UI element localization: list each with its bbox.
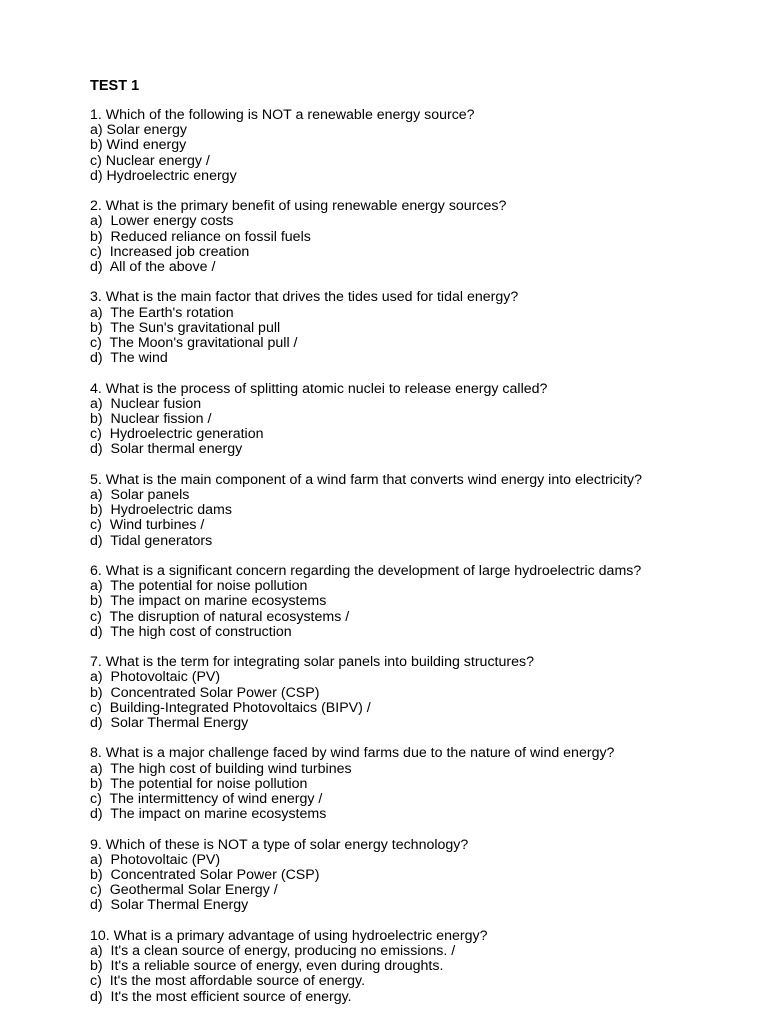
answer-option: b) Wind energy <box>90 137 187 154</box>
question-block <box>90 746 750 822</box>
answer-option: b) Hydroelectric dams <box>90 502 232 519</box>
question-block <box>90 655 750 731</box>
question-block <box>90 108 750 184</box>
answer-option: c) Building-Integrated Photovoltaics (BIPV) / <box>90 699 371 716</box>
answer-option: a) Photovoltaic (PV) <box>90 851 221 868</box>
question-text: 4. What is the process of splitting atomic nuclei to release energy called? <box>90 380 548 397</box>
answer-option: a) Lower energy costs <box>90 213 234 230</box>
question-text: 3. What is the main factor that drives the tides used for tidal energy? <box>90 289 519 306</box>
answer-option: c) The disruption of natural ecosystems / <box>90 608 350 625</box>
answer-option: c) Nuclear energy / <box>90 152 210 169</box>
answer-option: c) Wind turbines / <box>90 517 205 534</box>
answer-option: c) Increased job creation <box>90 243 250 260</box>
answer-option: d) Solar Thermal Energy <box>90 897 249 914</box>
question-block <box>90 838 750 914</box>
answer-option: a) The high cost of building wind turbines <box>90 760 352 777</box>
question-block <box>90 290 750 366</box>
page-title: TEST 1 <box>90 78 140 94</box>
answer-option: d) Tidal generators <box>90 532 213 549</box>
answer-option: d) The wind <box>90 350 168 367</box>
answer-option: b) Reduced reliance on fossil fuels <box>90 228 311 245</box>
question-text: 1. Which of the following is NOT a renewable energy source? <box>90 107 475 123</box>
answer-option: c) The Moon's gravitational pull / <box>90 335 298 352</box>
answer-option: a) The potential for noise pollution <box>90 578 308 595</box>
answer-option: c) The intermittency of wind energy / <box>90 791 323 808</box>
answer-option: a) It's a clean source of energy, producing no emissions. / <box>90 943 456 960</box>
question-text: 10. What is a primary advantage of using hydroelectric energy? <box>90 927 488 944</box>
answer-option: d) All of the above / <box>90 259 216 276</box>
answer-option: b) The impact on marine ecosystems <box>90 593 327 610</box>
answer-option: b) Nuclear fission / <box>90 411 212 428</box>
answer-option: c) It's the most affordable source of energy. <box>90 973 366 990</box>
answer-option: d) Solar thermal energy <box>90 441 243 458</box>
question-text: 9. Which of these is NOT a type of solar energy technology? <box>90 836 469 853</box>
answer-option: a) Photovoltaic (PV) <box>90 669 221 686</box>
question-block <box>90 382 750 458</box>
question-block <box>90 473 750 549</box>
answer-option: b) Concentrated Solar Power (CSP) <box>90 867 320 884</box>
answer-option: a) Solar energy <box>90 122 187 139</box>
question-text: 8. What is a major challenge faced by wind farms due to the nature of wind energy? <box>90 745 615 762</box>
answer-option: d) Hydroelectric energy <box>90 167 237 184</box>
answer-option: d) It's the most efficient source of energy. <box>90 988 352 1005</box>
question-block <box>90 564 750 640</box>
answer-option: b) The Sun's gravitational pull <box>90 319 281 336</box>
answer-option: b) The potential for noise pollution <box>90 775 308 792</box>
answer-option: a) Nuclear fusion <box>90 395 202 412</box>
answer-option: b) Concentrated Solar Power (CSP) <box>90 684 320 701</box>
question-block <box>90 929 750 1005</box>
answer-option: b) It's a reliable source of energy, even during droughts. <box>90 958 444 975</box>
answer-option: d) The high cost of construction <box>90 623 292 640</box>
answer-option: c) Hydroelectric generation <box>90 426 264 443</box>
answer-option: a) Solar panels <box>90 487 190 504</box>
question-text: 7. What is the term for integrating solar panels into building structures? <box>90 654 534 671</box>
question-text: 6. What is a significant concern regarding the development of large hydroelectric dams? <box>90 563 642 580</box>
answer-option: d) The impact on marine ecosystems <box>90 806 327 823</box>
question-list <box>90 108 750 1020</box>
question-text: 5. What is the main component of a wind farm that converts wind energy into electricity? <box>90 471 642 488</box>
question-block <box>90 199 750 275</box>
answer-option: a) The Earth's rotation <box>90 304 234 321</box>
question-text: 2. What is the primary benefit of using renewable energy sources? <box>90 198 507 215</box>
answer-option: d) Solar Thermal Energy <box>90 715 249 732</box>
answer-option: c) Geothermal Solar Energy / <box>90 882 278 899</box>
